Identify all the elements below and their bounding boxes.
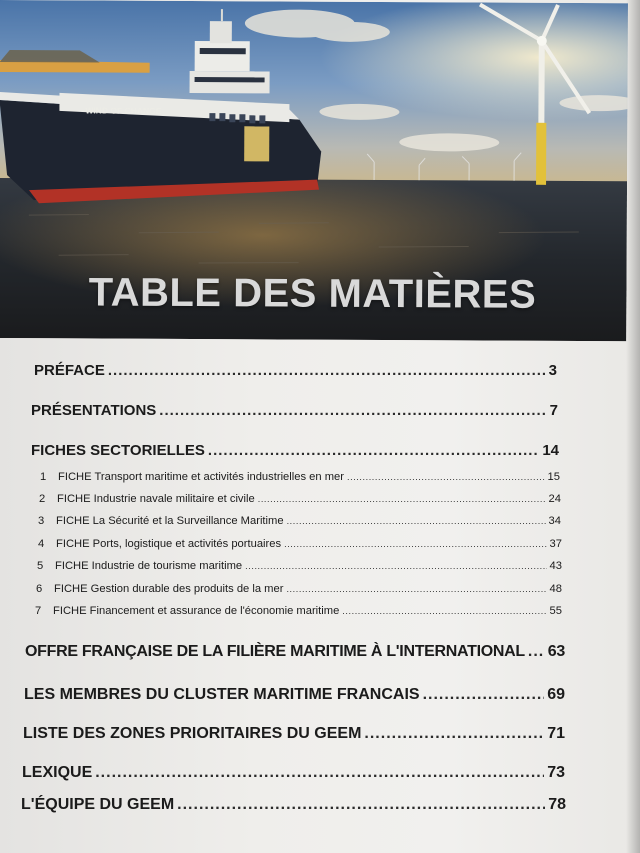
fiche-number: 4: [38, 538, 45, 550]
toc-entry-page: 7: [549, 402, 558, 419]
toc-entry-label: LEXIQUE: [22, 764, 93, 781]
fiche-page: 15: [547, 471, 560, 483]
leader-dots: [423, 686, 545, 704]
leader-dots: [245, 561, 546, 571]
toc-entry-label: L'ÉQUIPE DU GEEM: [21, 796, 175, 813]
leader-dots: [258, 494, 546, 504]
toc-entry-label: OFFRE FRANÇAISE DE LA FILIÈRE MARITIME À L'INTERNATIONAL: [25, 643, 525, 660]
leader-dots: [108, 362, 546, 379]
leader-dots: [177, 796, 545, 814]
leader-dots: [95, 764, 544, 782]
fiche-page: 48: [549, 583, 562, 595]
toc-entry-offre-francaise[interactable]: [25, 643, 565, 661]
toc-entry-zones-prioritaires[interactable]: [23, 725, 565, 743]
toc-fiche-1[interactable]: [40, 471, 560, 483]
fiche-label: FICHE Transport maritime et activités industrielles en mer: [58, 471, 344, 483]
fiche-number: 3: [38, 515, 45, 527]
toc-entry-page: 73: [547, 764, 565, 781]
ship-name: WIND OF CHANGE: [85, 105, 162, 116]
toc-entry-presentations[interactable]: [31, 402, 558, 419]
toc-entry-page: 71: [547, 725, 565, 742]
toc-entry-label: PRÉSENTATIONS: [31, 402, 157, 419]
leader-dots: [347, 472, 545, 482]
leader-dots: [286, 584, 546, 594]
toc-fiche-6[interactable]: [36, 583, 562, 595]
leader-dots: [342, 606, 546, 616]
toc-entry-equipe-geem[interactable]: [21, 796, 566, 814]
toc-entry-label: PRÉFACE: [34, 362, 105, 379]
toc-entry-page: 69: [547, 686, 565, 703]
toc-entry-label: LISTE DES ZONES PRIORITAIRES DU GEEM: [23, 725, 362, 742]
leader-dots: [287, 516, 546, 526]
fiche-label: FICHE Financement et assurance de l'économie maritime: [53, 605, 340, 617]
fiche-page: 37: [549, 538, 562, 550]
leader-dots: [364, 725, 544, 743]
toc-fiche-5[interactable]: [37, 560, 562, 572]
fiche-page: 24: [548, 493, 561, 505]
fiche-page: 43: [549, 560, 562, 572]
toc-entry-fiches-sectorielles[interactable]: [31, 442, 559, 459]
fiche-label: FICHE La Sécurité et la Surveillance Maritime: [56, 515, 284, 527]
fiche-label: FICHE Industrie navale militaire et civile: [57, 493, 255, 505]
toc-entry-lexique[interactable]: [22, 764, 565, 782]
fiche-number: 5: [37, 560, 44, 572]
fiche-label: FICHE Ports, logistique et activités portuaires: [56, 538, 282, 550]
toc-fiche-3[interactable]: [38, 515, 561, 527]
page-edge-shadow: [626, 0, 640, 853]
leader-dots: [528, 643, 545, 661]
toc-fiche-7[interactable]: [35, 605, 562, 617]
toc-fiche-4[interactable]: [38, 538, 562, 550]
toc-entry-preface[interactable]: [34, 362, 557, 379]
fiche-label: FICHE Gestion durable des produits de la mer: [54, 583, 284, 595]
toc-entry-membres-cluster[interactable]: [24, 686, 565, 704]
fiche-number: 7: [35, 605, 42, 617]
fiche-number: 2: [39, 493, 46, 505]
toc-entry-label: FICHES SECTORIELLES: [31, 442, 205, 459]
toc-entry-page: 14: [542, 442, 559, 459]
toc-entry-page: 78: [548, 796, 566, 813]
toc-entry-page: 3: [548, 362, 557, 379]
fiche-number: 1: [40, 471, 47, 483]
fiche-page: 55: [549, 605, 562, 617]
fiche-label: FICHE Industrie de tourisme maritime: [55, 560, 243, 572]
leader-dots: [208, 442, 539, 459]
toc-fiche-2[interactable]: [39, 493, 561, 505]
fiche-number: 6: [36, 583, 43, 595]
leader-dots: [159, 402, 546, 419]
page-title: TABLE DES MATIÈRES: [88, 270, 537, 317]
leader-dots: [284, 539, 546, 549]
fiche-page: 34: [548, 515, 561, 527]
toc-entry-label: LES MEMBRES DU CLUSTER MARITIME FRANCAIS: [24, 686, 420, 703]
toc-entry-page: 63: [547, 643, 565, 660]
